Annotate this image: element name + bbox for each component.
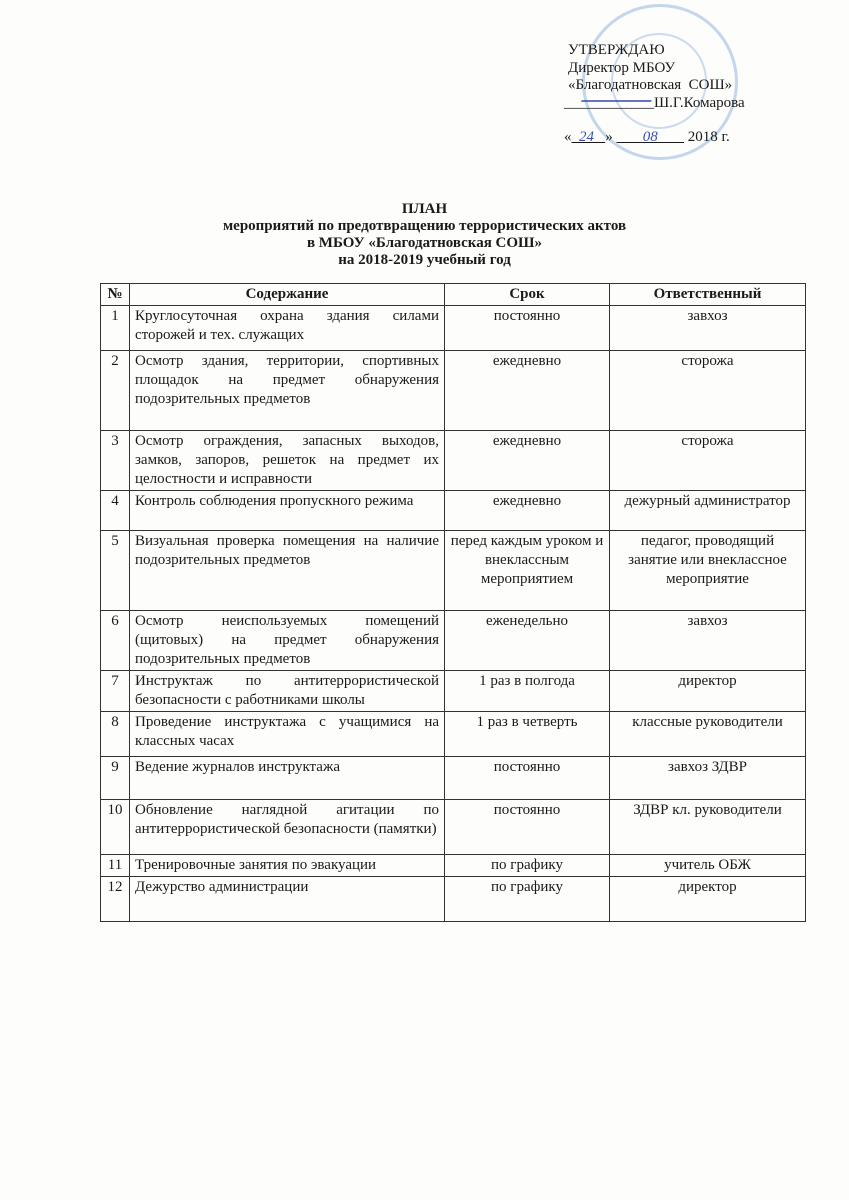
row-responsible: завхоз bbox=[610, 306, 806, 351]
table-row bbox=[101, 877, 806, 922]
approval-day: 24 bbox=[579, 129, 594, 145]
header-term: Срок bbox=[445, 284, 610, 306]
row-term: по графику bbox=[445, 877, 610, 922]
row-term: постоянно bbox=[445, 306, 610, 351]
title-plan: ПЛАН bbox=[401, 201, 448, 217]
header-content: Содержание bbox=[130, 284, 445, 306]
row-number: 6 bbox=[101, 611, 130, 671]
approval-heading: УТВЕРЖДАЮ bbox=[568, 42, 665, 58]
row-content: Визуальная проверка помещения на наличие подозрительных предметов bbox=[130, 531, 445, 611]
row-number: 7 bbox=[101, 671, 130, 712]
row-number: 11 bbox=[101, 855, 130, 877]
row-responsible: сторожа bbox=[610, 431, 806, 491]
row-number: 9 bbox=[101, 757, 130, 800]
table-row bbox=[101, 855, 806, 877]
approval-signer: Ш.Г.Комарова bbox=[654, 94, 745, 111]
row-responsible: завхоз ЗДВР bbox=[610, 757, 806, 800]
row-term: ежедневно bbox=[445, 491, 610, 531]
row-number: 8 bbox=[101, 712, 130, 757]
row-content: Ведение журналов инструктажа bbox=[130, 757, 445, 800]
title-year: на 2018-2019 учебный год bbox=[338, 252, 511, 268]
row-responsible: классные руководители bbox=[610, 712, 806, 757]
row-term: ежедневно bbox=[445, 351, 610, 431]
row-responsible: завхоз bbox=[610, 611, 806, 671]
row-term: перед каждым уроком и внеклассным мероприятием bbox=[445, 531, 610, 611]
row-term: 1 раз в полгода bbox=[445, 671, 610, 712]
approval-organization: «Благодатновская СОШ» bbox=[568, 77, 733, 93]
row-number: 12 bbox=[101, 877, 130, 922]
row-number: 3 bbox=[101, 431, 130, 491]
title-organization: в МБОУ «Благодатновская СОШ» bbox=[306, 235, 543, 251]
row-responsible: директор bbox=[610, 877, 806, 922]
row-content: Тренировочные занятия по эвакуации bbox=[130, 855, 445, 877]
row-term: по графику bbox=[445, 855, 610, 877]
row-term: ежедневно bbox=[445, 431, 610, 491]
table-row bbox=[101, 306, 806, 351]
row-content: Дежурство администрации bbox=[130, 877, 445, 922]
row-number: 5 bbox=[101, 531, 130, 611]
row-content: Осмотр ограждения, запасных выходов, замков, запоров, решеток на предмет их целостности и исправности bbox=[130, 431, 445, 491]
row-content: Контроль соблюдения пропускного режима bbox=[130, 491, 445, 531]
row-number: 1 bbox=[101, 306, 130, 351]
row-responsible: педагог, проводящий занятие или внеклассное мероприятие bbox=[610, 531, 806, 611]
approval-year: 2018 г. bbox=[687, 129, 730, 145]
table-row bbox=[101, 611, 806, 671]
row-content: Осмотр неиспользуемых помещений (щитовых) на предмет обнаружения подозрительных предметов bbox=[130, 611, 445, 671]
row-number: 4 bbox=[101, 491, 130, 531]
row-responsible: ЗДВР кл. руководители bbox=[610, 800, 806, 855]
row-responsible: директор bbox=[610, 671, 806, 712]
header-number: № bbox=[101, 284, 130, 306]
approval-block: УТВЕРЖДАЮ Директор МБОУ «Благодатновская СОШ» ____________Ш.Г.Комарова « 24 » 08 2018 г. bbox=[564, 42, 745, 145]
row-number: 10 bbox=[101, 800, 130, 855]
row-term: постоянно bbox=[445, 757, 610, 800]
header-responsible: Ответственный bbox=[610, 284, 806, 306]
row-content: Круглосуточная охрана здания силами сторожей и тех. служащих bbox=[130, 306, 445, 351]
title-subject: мероприятий по предотвращению террористических актов bbox=[222, 218, 627, 234]
table-row bbox=[101, 671, 806, 712]
row-content: Осмотр здания, территории, спортивных площадок на предмет обнаружения подозрительных предметов bbox=[130, 351, 445, 431]
row-term: постоянно bbox=[445, 800, 610, 855]
row-term: еженедельно bbox=[445, 611, 610, 671]
table-row bbox=[101, 712, 806, 757]
row-term: 1 раз в четверть bbox=[445, 712, 610, 757]
table-row bbox=[101, 800, 806, 855]
approval-position: Директор МБОУ bbox=[568, 59, 676, 76]
row-content: Инструктаж по антитеррористической безопасности с работниками школы bbox=[130, 671, 445, 712]
row-responsible: учитель ОБЖ bbox=[610, 855, 806, 877]
table-row bbox=[101, 491, 806, 531]
table-row bbox=[101, 531, 806, 611]
table-row bbox=[101, 351, 806, 431]
row-content: Обновление наглядной агитации по антитеррористической безопасности (памятки) bbox=[130, 800, 445, 855]
table-row bbox=[101, 431, 806, 491]
row-responsible: сторожа bbox=[610, 351, 806, 431]
plan-table bbox=[100, 283, 806, 922]
document-title bbox=[0, 201, 849, 269]
approval-month: 08 bbox=[642, 129, 658, 145]
row-responsible: дежурный администратор bbox=[610, 491, 806, 531]
row-number: 2 bbox=[101, 351, 130, 431]
row-content: Проведение инструктажа с учащимися на классных часах bbox=[130, 712, 445, 757]
table-row bbox=[101, 757, 806, 800]
table-header-row bbox=[101, 284, 806, 306]
